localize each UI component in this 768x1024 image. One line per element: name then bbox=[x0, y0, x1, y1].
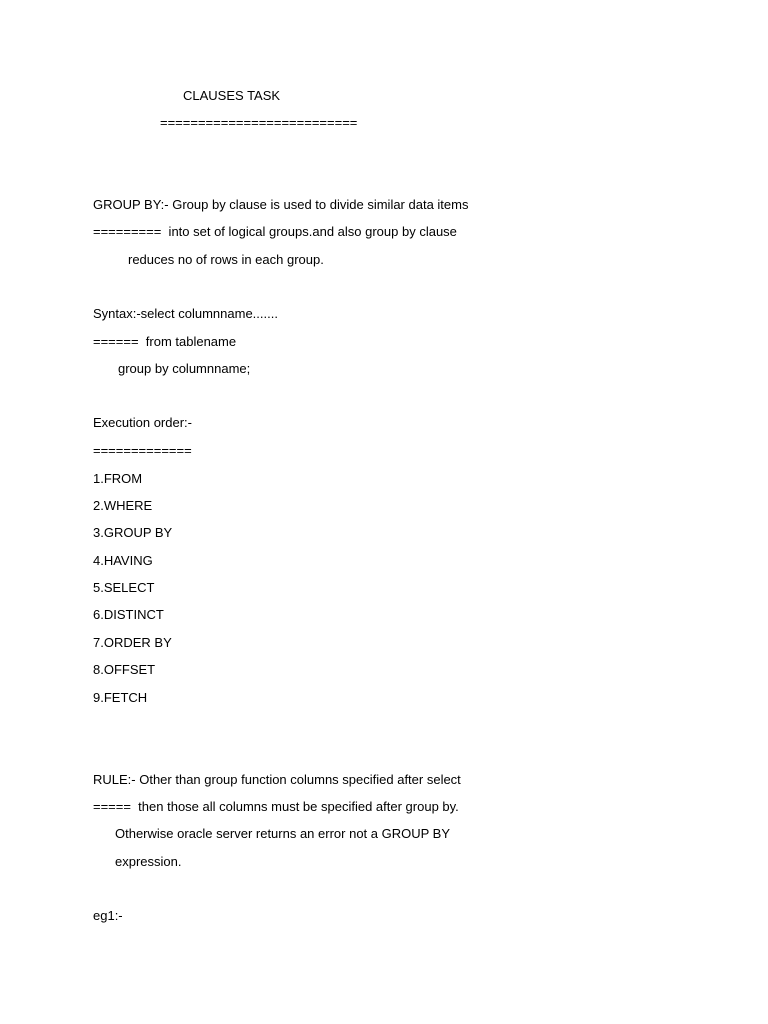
execution-step: 9.FETCH bbox=[93, 690, 148, 705]
execution-step: 4.HAVING bbox=[93, 553, 153, 568]
execution-step: 8.OFFSET bbox=[93, 662, 156, 677]
execution-heading: Execution order:- bbox=[93, 415, 192, 430]
execution-step: 2.WHERE bbox=[93, 498, 153, 513]
page-title: CLAUSES TASK bbox=[183, 88, 281, 103]
title-underline: ========================== bbox=[160, 115, 358, 130]
syntax-line-3: group by columnname; bbox=[118, 361, 251, 376]
execution-step: 6.DISTINCT bbox=[93, 607, 164, 622]
group-by-line-2: ========= into set of logical groups.and also group by clause bbox=[93, 224, 457, 239]
execution-step: 7.ORDER BY bbox=[93, 635, 172, 650]
example-label: eg1:- bbox=[93, 908, 123, 923]
execution-step: 1.FROM bbox=[93, 471, 143, 486]
group-by-line-1: GROUP BY:- Group by clause is used to divide similar data items bbox=[93, 197, 469, 212]
execution-step: 3.GROUP BY bbox=[93, 525, 173, 540]
rule-line-1: RULE:- Other than group function columns specified after select bbox=[93, 772, 461, 787]
rule-line-3: Otherwise oracle server returns an error not a GROUP BY bbox=[115, 826, 450, 841]
group-by-line-3: reduces no of rows in each group. bbox=[128, 252, 324, 267]
rule-line-4: expression. bbox=[115, 854, 182, 869]
syntax-line-2: ====== from tablename bbox=[93, 334, 237, 349]
execution-underline: ============= bbox=[93, 443, 192, 458]
syntax-line-1: Syntax:-select columnname....... bbox=[93, 306, 278, 321]
execution-step: 5.SELECT bbox=[93, 580, 155, 595]
rule-line-2: ===== then those all columns must be specified after group by. bbox=[93, 799, 459, 814]
